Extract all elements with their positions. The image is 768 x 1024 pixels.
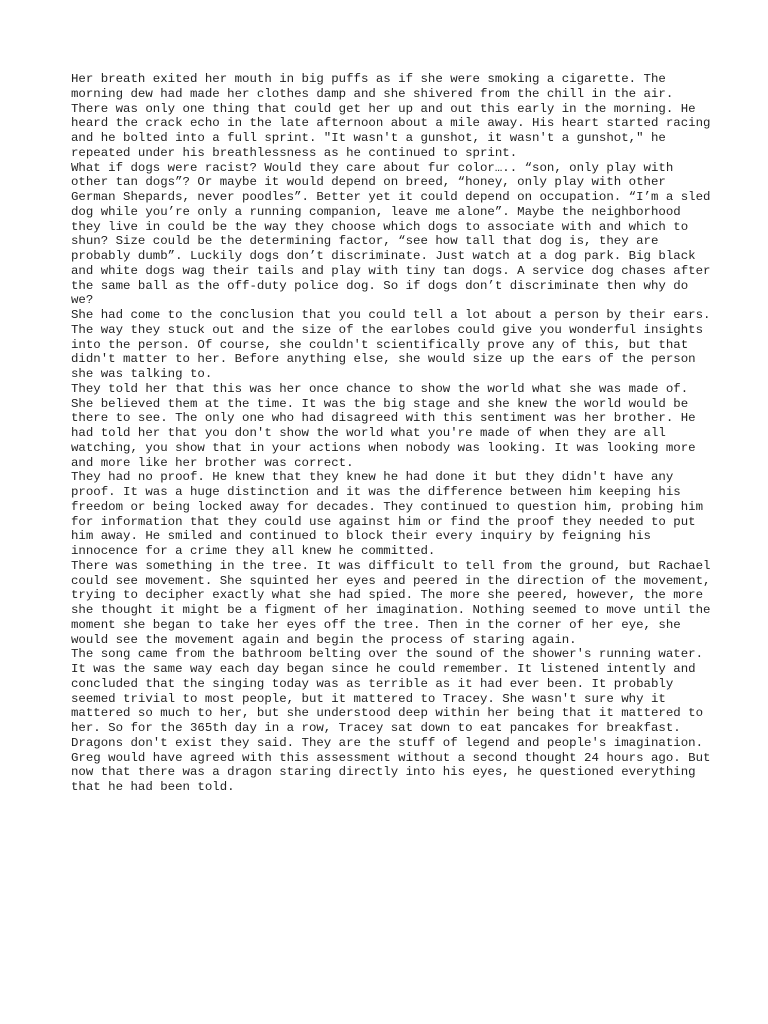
paragraph-2: What if dogs were racist? Would they care about fur color….. “son, only play with other tan dogs”? Or maybe it would depend on breed, “honey, only play with other German Shepards, never poodles”. Better yet it could depend on occupation. “I’m a sled dog while you’re only a running companion, leave me alone”. Maybe the neighborhood they live in could be the way they choose which dogs to associate with and which to shun? Size could be the determining factor, “see how tall that dog is, they are probably dumb”. Luckily dogs don’t discriminate. Just watch at a dog park. Big black and white dogs wag their tails and play with tiny tan dogs. A service dog chases after the same ball as the off-duty police dog. So if dogs don’t discriminate then why do we? xyxy=(71,160,711,308)
paragraph-4: They told her that this was her once chance to show the world what she was made of. She believed them at the time. It was the big stage and she knew the world would be there to see. The only one who had disagreed with this sentiment was her brother. He had told her that you don't show the world what you're made of when they are all watching, you show that in your actions when nobody was looking. It was looking more and more like her brother was correct. xyxy=(71,381,696,470)
document-body xyxy=(71,72,711,795)
paragraph-8: Dragons don't exist they said. They are the stuff of legend and people's imagination. Greg would have agreed with this assessment without a second thought 24 hours ago. But now that there was a dragon staring directly into his eyes, he questioned everything that he had been told. xyxy=(71,735,711,794)
paragraph-5: They had no proof. He knew that they knew he had done it but they didn't have any proof. It was a huge distinction and it was the difference between him keeping his freedom or being locked away for decades. They continued to question him, probing him for information that they could use against him or find the proof they needed to put him away. He smiled and continued to block their every inquiry by feigning his innocence for a crime they all knew he committed. xyxy=(71,470,704,558)
paragraph-6: There was something in the tree. It was difficult to tell from the ground, but Rachael could see movement. She squinted her eyes and peered in the direction of the movement, trying to decipher exactly what she had spied. The more she peered, however, the more she thought it might be a figment of her imagination. Nothing seemed to move until the moment she began to take her eyes off the tree. Then in the corner of her eye, she would see the movement again and begin the process of staring again. xyxy=(71,558,711,647)
paragraph-7: The song came from the bathroom belting over the sound of the shower's running water. It was the same way each day began since he could remember. It listened intently and concluded that the singing today was as terrible as it had ever been. It probably seemed trivial to most people, but it mattered to Tracey. She wasn't sure why it mattered so much to her, but she understood deep within her being that it mattered to her. So for the 365th day in a row, Tracey sat down to eat pancakes for breakfast. xyxy=(71,647,704,735)
paragraph-3: She had come to the conclusion that you could tell a lot about a person by their ears. The way they stuck out and the size of the earlobes could give you wonderful insights into the person. Of course, she couldn't scientifically prove any of this, but that didn't matter to her. Before anything else, she would size up the ears of the person she was talking to. xyxy=(71,308,711,381)
paragraph-1: Her breath exited her mouth in big puffs as if she were smoking a cigarette. The morning dew had made her clothes damp and she shivered from the chill in the air. There was only one thing that could get her up and out this early in the morning. He heard the crack echo in the late afternoon about a mile away. His heart started racing and he bolted into a full sprint. "It wasn't a gunshot, it wasn't a gunshot," he repeated under his breathlessness as he continued to sprint. xyxy=(71,72,711,160)
